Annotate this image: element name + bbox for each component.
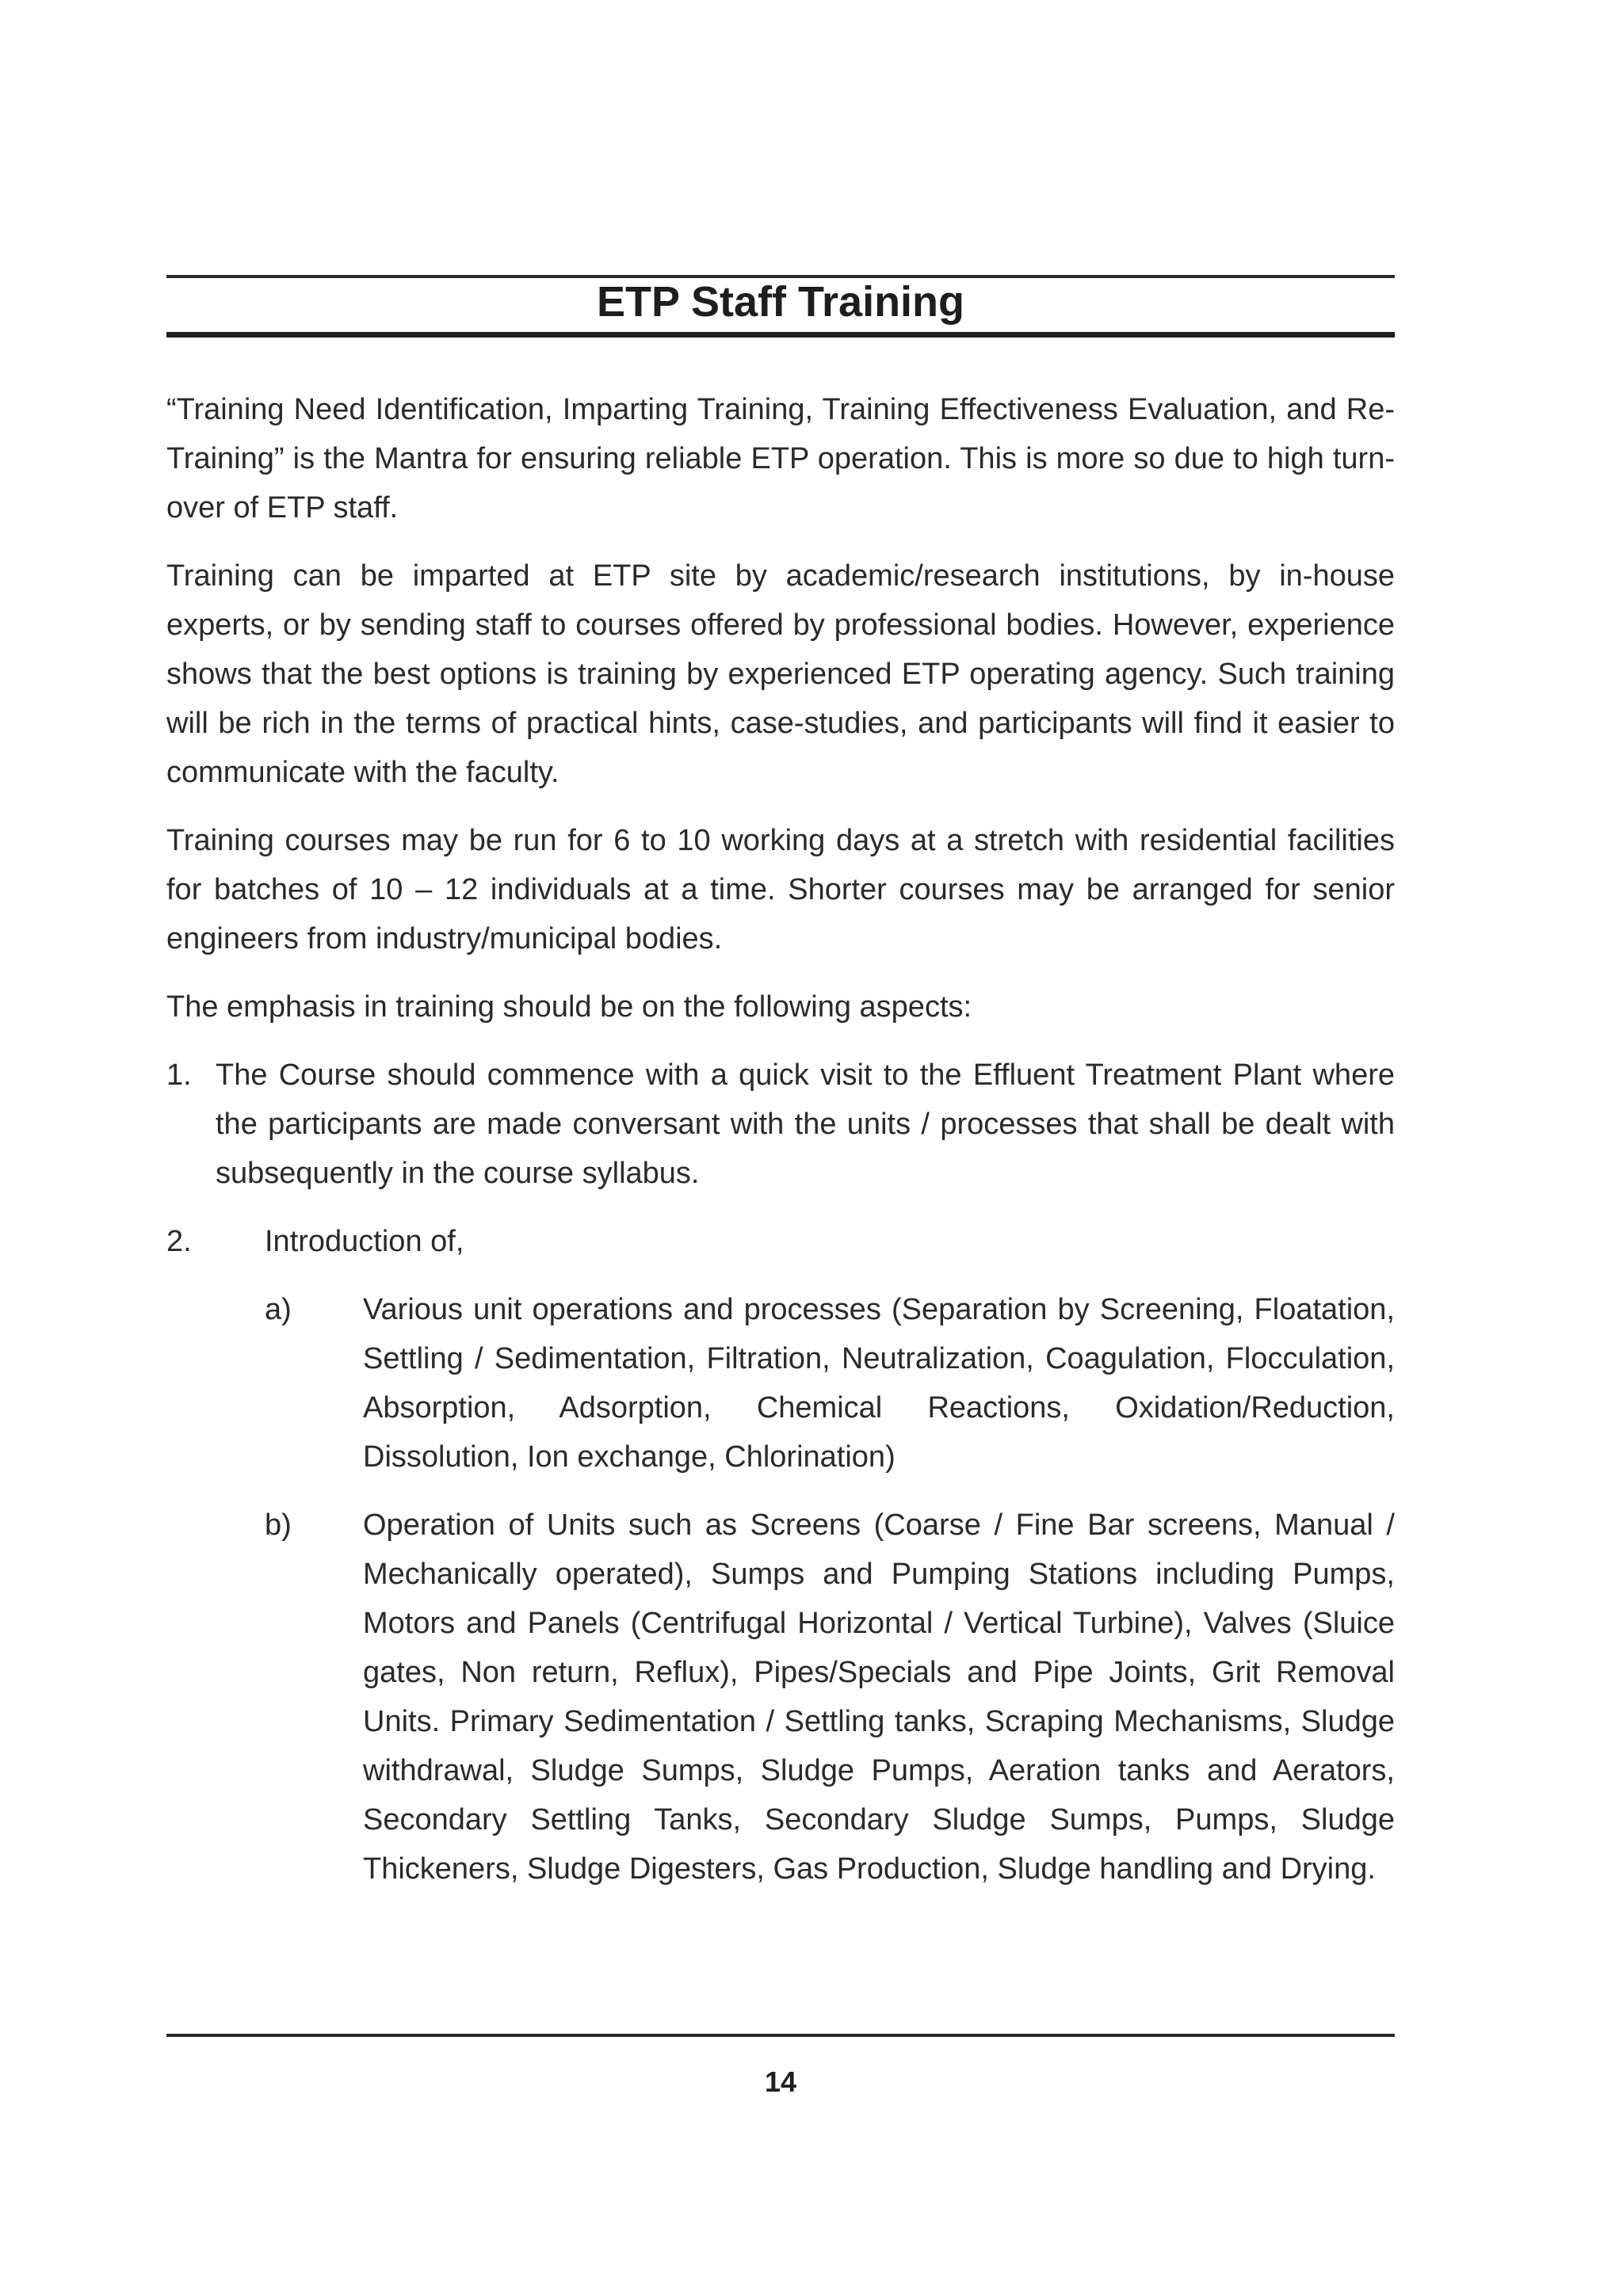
paragraph-3: Training courses may be run for 6 to 10 working days at a stretch with residential facilities for batches of 10 – 12 individuals at a time. Shorter courses may be arranged for senior engineers from industry/municipal bodies.: [166, 824, 1395, 955]
list-item-2: [166, 1217, 1395, 1266]
page-title: ETP Staff Training: [596, 278, 965, 326]
document-body: [166, 385, 1395, 1913]
sub-item-a: [166, 1285, 1395, 1482]
footer-rule: [166, 2034, 1395, 2037]
title-bottom-rule: [166, 332, 1395, 338]
paragraph-1: “Training Need Identification, Imparting Training, Training Effectiveness Evaluation, and Re-Training” is the Mantra for ensuring reliable ETP operation. This is more so due to high turn-over of ETP staff.: [166, 393, 1395, 524]
sub-item-label: b): [265, 1508, 292, 1542]
sub-item-b: [166, 1501, 1395, 1894]
paragraph-2: Training can be imparted at ETP site by academic/research institutions, by in-house experts, or by sending staff to courses offered by professional bodies. However, experience shows that the best options is training by experienced ETP operating agency. Such training will be rich in the terms of practical hints, case-studies, and participants will find it easier to communicate with the faculty.: [166, 559, 1395, 789]
list-item-number: 1.: [166, 1058, 192, 1092]
sub-item-text: Various unit operations and processes (Separation by Screening, Floatation, Settling / Sedimentation, Filtration, Neutralization, Coagulation, Flocculation, Absorption, Adsorption, Chemical Reactions, Oxidation/Reduction, Dissolution, Ion exchange, Chlorination): [363, 1293, 1395, 1474]
sub-item-label: a): [265, 1293, 292, 1326]
list-item-text: Introduction of,: [265, 1225, 464, 1258]
sub-item-text: Operation of Units such as Screens (Coarse / Fine Bar screens, Manual / Mechanically operated), Sumps and Pumping Stations including Pumps, Motors and Panels (Centrifugal Horizontal / Vertical Turbine), Valves (Sluice gates, Non return, Reflux), Pipes/Specials and Pipe Joints, Grit Removal Units. Primary Sedimentation / Settling tanks, Scraping Mechanisms, Sludge withdrawal, Sludge Sumps, Sludge Pumps, Aeration tanks and Aerators, Secondary Settling Tanks, Secondary Sludge Sumps, Pumps, Sludge Thickeners, Sludge Digesters, Gas Production, Sludge handling and Drying.: [363, 1508, 1395, 1886]
list-item-number: 2.: [166, 1225, 192, 1258]
page-number: 14: [764, 2065, 797, 2098]
list-item-1: [166, 1051, 1395, 1198]
list-item-text: The Course should commence with a quick visit to the Effluent Treatment Plant where the participants are made conversant with the units / processes that shall be dealt with subsequently in the course syllabus.: [216, 1058, 1395, 1190]
paragraph-4: The emphasis in training should be on the following aspects:: [166, 990, 972, 1024]
